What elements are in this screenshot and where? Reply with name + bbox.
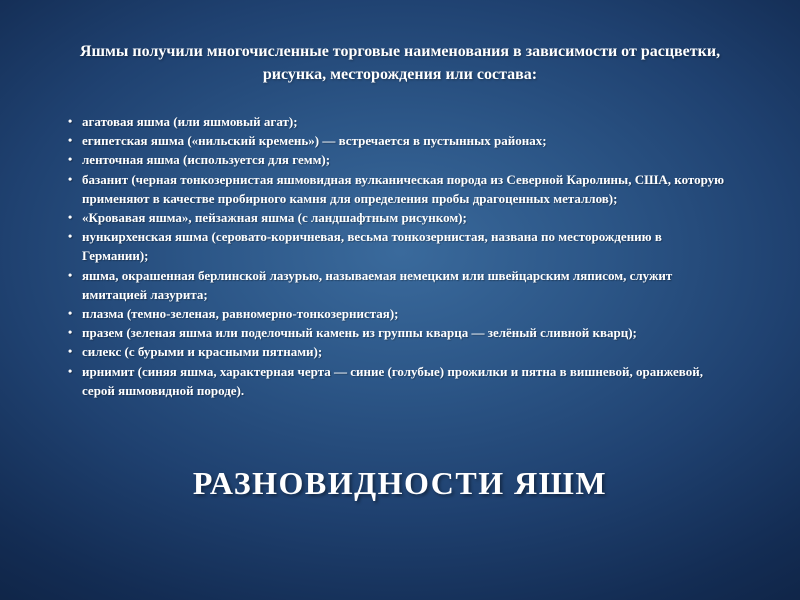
list-item-text: яшма, окрашенная берлинской лазурью, называемая немецким или швейцарским ляписом, служит имитацией лазурита; <box>82 267 673 302</box>
bullet: • <box>68 210 73 225</box>
bullet: • <box>68 114 73 128</box>
list-item-text: нункирхенская яшма (серовато-коричневая, весьма тонкозернистая, названа по месторождению в Германии); <box>82 229 662 264</box>
list-item <box>40 323 730 342</box>
bullet: • <box>68 325 73 340</box>
bullet: • <box>68 229 73 244</box>
list-item-text: ирнимит (синяя яшма, характерная черта — синие (голубые) прожилки и пятна в вишневой, оранжевой, серой яшмовидной породе). <box>82 363 703 398</box>
list-item <box>40 208 730 227</box>
list-item <box>40 266 730 304</box>
list-item <box>40 112 730 131</box>
list-item-text: агатовая яшма (или яшмовый агат); <box>82 114 298 129</box>
bullet: • <box>68 171 73 186</box>
list-item-text: празем (зеленая яшма или поделочный камень из группы кварца — зелёный сливной кварц); <box>82 325 637 341</box>
bullet: • <box>68 306 73 321</box>
list-item-text: плазма (темно-зеленая, равномерно-тонкозернистая); <box>82 306 399 322</box>
list-item <box>40 170 730 208</box>
list-item-text: египетская яшма («нильский кремень») — встречается в пустынных районах; <box>82 133 547 149</box>
bullet: • <box>68 363 73 378</box>
bullet: • <box>68 152 73 167</box>
list-item <box>40 227 730 265</box>
list-item-text: ленточная яшма (используется для гемм); <box>82 152 331 168</box>
bullet: • <box>68 267 73 282</box>
list-item <box>40 131 730 150</box>
list-item-text: «Кровавая яшма», пейзажная яшма (с ландшафтным рисунком); <box>82 210 467 226</box>
list-item <box>40 304 730 323</box>
slide-title: РАЗНОВИДНОСТИ ЯШМ <box>192 465 608 501</box>
varieties-list <box>40 112 730 400</box>
intro-text: Яшмы получили многочисленные торговые наименования в зависимости от расцветки, рисунка, месторождения или состава: <box>79 43 721 83</box>
list-item-text: базанит (черная тонкозернистая яшмовидная вулканическая порода из Северной Каролины, США, которую применяют в качестве пробирного камня для определения пробы драгоценных металлов); <box>82 171 725 206</box>
list-item <box>40 342 730 361</box>
bullet: • <box>68 344 73 359</box>
bullet: • <box>68 133 73 148</box>
list-item <box>40 150 730 169</box>
list-item-text: силекс (с бурыми и красными пятнами); <box>82 344 323 360</box>
list-item <box>40 362 730 400</box>
